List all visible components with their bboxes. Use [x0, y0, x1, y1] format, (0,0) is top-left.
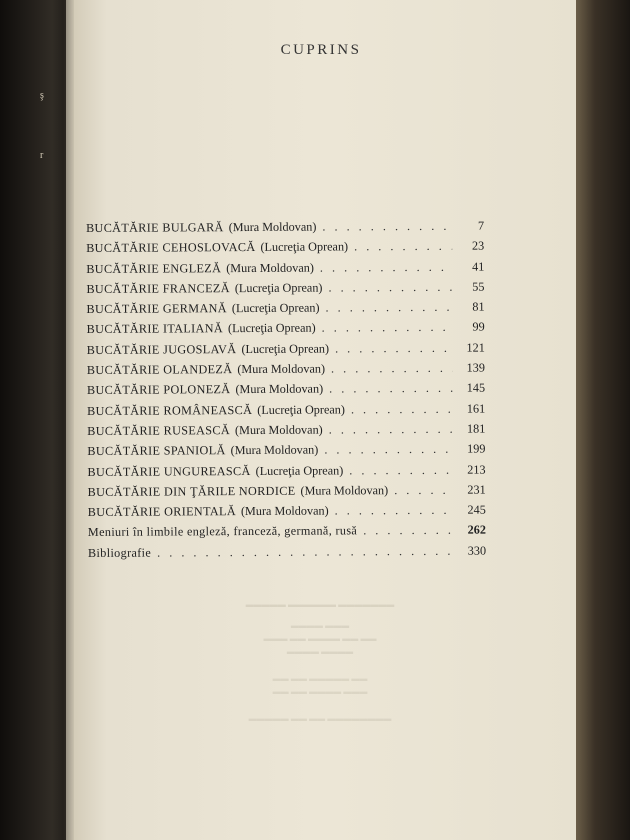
toc-entry-page-number: 245 [467, 502, 486, 517]
toc-entry-author: (Mura Moldovan) [230, 442, 319, 458]
toc-entry [87, 361, 485, 384]
dot-leader [343, 462, 453, 478]
toc-entry-title: BUCĂTĂRIE UNGUREASCĂ [87, 463, 251, 479]
spine-shadow [52, 0, 74, 840]
dot-leader [318, 442, 453, 458]
toc-entry-page-number: 199 [467, 441, 486, 456]
toc-entry-author: (Mura Moldovan) [237, 361, 326, 377]
table-of-contents [86, 219, 486, 566]
toc-entry-author: (Lucreţia Oprean) [231, 300, 320, 316]
toc-entry-title: Meniuri în limbile engleză, franceză, germană, rusă [87, 523, 358, 540]
toc-entry-title: BUCĂTĂRIE BULGARĂ [86, 220, 224, 235]
toc-entry [88, 543, 486, 566]
toc-entry-page-number: 99 [472, 320, 485, 335]
facing-page-mark: r [40, 150, 44, 161]
toc-entry [87, 401, 485, 424]
toc-entry-title: BUCĂTĂRIE RUSEASCĂ [87, 423, 231, 438]
dot-leader [151, 544, 454, 561]
toc-entry-author: (Mura Moldovan) [300, 483, 389, 498]
toc-entry [86, 300, 484, 323]
dot-leader [325, 361, 453, 377]
toc-entry [87, 422, 485, 445]
toc-entry-title: BUCĂTĂRIE ENGLEZĂ [86, 260, 222, 276]
toc-entry-author: (Lucreţia Oprean) [260, 239, 349, 255]
toc-entry-page-number: 41 [472, 259, 485, 274]
toc-entry [87, 320, 485, 343]
dot-leader [329, 341, 453, 357]
toc-entry-title: BUCĂTĂRIE SPANIOLĂ [87, 443, 226, 459]
toc-entry [87, 462, 485, 485]
toc-entry-title: BUCĂTĂRIE CEHOSLOVACĂ [86, 240, 256, 256]
toc-entry-page-number: 145 [466, 380, 486, 396]
toc-entry-title: BUCĂTĂRIE OLANDEZĂ [86, 362, 233, 378]
dot-leader [348, 239, 452, 255]
toc-entry-page-number: 7 [477, 218, 485, 233]
toc-entry-page-number: 23 [471, 238, 485, 253]
toc-entry-author: (Lucreţia Oprean) [255, 462, 344, 478]
facing-page-mark: ş [40, 90, 44, 101]
toc-entry-page-number: 330 [467, 543, 487, 558]
toc-entry-page-number: 213 [467, 462, 486, 477]
toc-entry-page-number: 139 [466, 360, 485, 375]
toc-entry-title: BUCĂTĂRIE ITALIANĂ [86, 321, 224, 337]
dot-leader [323, 381, 453, 397]
dot-leader [323, 422, 454, 438]
toc-entry [86, 259, 484, 282]
toc-entry-author: (Mura Moldovan) [235, 381, 324, 397]
dot-leader [322, 280, 452, 296]
toc-entry-author: (Mura Moldovan) [240, 503, 329, 519]
toc-entry [87, 442, 485, 465]
toc-entry-title: BUCĂTĂRIE POLONEZĂ [86, 382, 231, 398]
toc-entry-title: BUCĂTĂRIE DIN ŢĂRILE NORDICE [87, 483, 296, 499]
toc-entry-title: BUCĂTĂRIE JUGOSLAVĂ [86, 341, 237, 357]
toc-entry [88, 482, 486, 505]
toc-entry-title: BUCĂTĂRIE FRANCEZĂ [86, 281, 230, 296]
faded-imprint-bleedthrough: ▬▬▬▬▬ ▬▬▬▬▬▬ ▬▬▬▬▬▬▬ ▬▬▬▬ ▬▬▬ ▬▬▬ ▬▬ ▬▬▬▬ ▬▬ ▬▬ ▬▬▬▬ ▬▬▬▬ ▬▬ ▬▬ ▬▬▬▬▬ ▬▬ ▬▬ ▬▬ ▬▬▬▬ ▬▬▬ ▬▬▬▬▬ ▬▬ ▬▬ ▬▬▬▬▬▬▬▬ [245, 600, 395, 723]
toc-entry [86, 219, 484, 242]
toc-entry-author: (Lucreţia Oprean) [241, 341, 330, 356]
dot-leader [329, 503, 454, 519]
dot-leader [316, 320, 453, 336]
toc-entry-page-number: 181 [466, 421, 486, 436]
dot-leader [319, 300, 452, 316]
toc-entry [88, 503, 486, 526]
dot-leader [388, 483, 454, 498]
dot-leader [357, 523, 454, 539]
toc-entry-author: (Mura Moldovan) [226, 260, 314, 275]
page-stack-edge [576, 0, 630, 840]
toc-entry-author: (Mura Moldovan) [234, 422, 323, 438]
toc-entry [86, 239, 484, 262]
toc-entry-title: Bibliografie [87, 545, 152, 560]
dot-leader [314, 259, 452, 275]
toc-entry [87, 340, 485, 363]
toc-entry-author: (Mura Moldovan) [228, 219, 317, 235]
toc-entry-title: BUCĂTĂRIE ORIENTALĂ [87, 504, 237, 520]
dot-leader [345, 401, 453, 417]
toc-entry-page-number: 262 [467, 523, 486, 538]
toc-entry-page-number: 231 [467, 482, 486, 497]
page-title: CUPRINS [280, 42, 362, 58]
toc-entry [86, 279, 484, 302]
toc-entry-page-number: 121 [466, 340, 485, 355]
toc-entry-page-number: 161 [466, 401, 486, 416]
toc-entry-author: (Lucreţia Oprean) [234, 280, 323, 295]
toc-entry-author: (Lucreţia Oprean) [257, 402, 345, 417]
toc-entry [87, 381, 485, 404]
dot-leader [316, 219, 452, 235]
toc-entry-title: BUCĂTĂRIE GERMANĂ [86, 301, 227, 317]
toc-entry [88, 523, 486, 546]
toc-entry-page-number: 81 [472, 299, 485, 314]
toc-entry-page-number: 55 [472, 279, 485, 294]
toc-entry-title: BUCĂTĂRIE ROMÂNEASCĂ [87, 402, 253, 418]
toc-entry-author: (Lucreţia Oprean) [227, 321, 316, 336]
